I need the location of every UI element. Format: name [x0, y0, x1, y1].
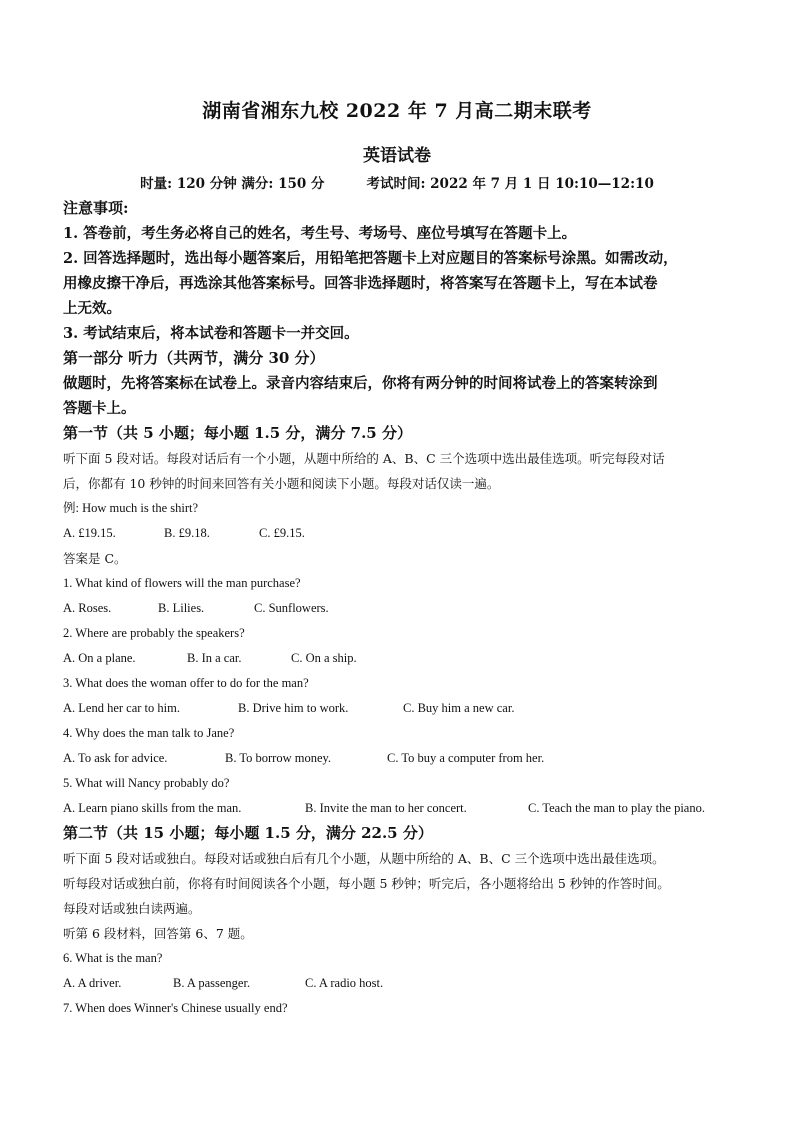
- question-2: 2. Where are probably the speakers?: [63, 626, 245, 640]
- option-c: C. On a ship.: [291, 651, 357, 665]
- option-b: B. A passenger.: [173, 976, 251, 990]
- section2-instr-line-3: 每段对话或独白读两遍。: [63, 901, 201, 916]
- question-4: 4. Why does the man talk to Jane?: [63, 726, 235, 740]
- option-c: C. £9.15.: [259, 526, 305, 540]
- section2-instr-line-2: 听每段对话或独白前，你将有时间阅读各个小题，每小题 5 秒钟；听完后，各小题将给出 5 秒钟的作答时间。: [63, 876, 670, 891]
- option-c: C. Teach the man to play the piano.: [528, 801, 705, 815]
- question-1: 1. What kind of flowers will the man purchase?: [63, 576, 301, 590]
- question-2-options: [63, 646, 743, 671]
- example-options: [63, 521, 743, 546]
- exam-body: [63, 196, 743, 1021]
- option-c: C. Sunflowers.: [254, 601, 329, 615]
- note-item-2-line-2: 用橡皮擦干净后，再选涂其他答案标号。回答非选择题时，将答案写在答题卡上，写在本试卷: [63, 275, 658, 292]
- section1-heading: 第一节（共 5 小题；每小题 1.5 分，满分 7.5 分）: [63, 424, 412, 442]
- part1-intro-line-2: 答题卡上。: [63, 400, 136, 417]
- option-a: A. £19.15.: [63, 526, 116, 540]
- example-question: 例: How much is the shirt?: [63, 501, 199, 515]
- exam-time: 考试时间: 2022 年 7 月 1 日 10:10—12:10: [366, 176, 654, 192]
- option-b: B. To borrow money.: [225, 751, 332, 765]
- question-5-options: [63, 796, 743, 821]
- option-c: C. A radio host.: [305, 976, 384, 990]
- option-c: C. To buy a computer from her.: [387, 751, 545, 765]
- option-a: A. A driver.: [63, 976, 122, 990]
- question-6-options: [63, 971, 743, 996]
- notes-heading: 注意事项:: [63, 199, 129, 217]
- exam-subtitle: 英语试卷: [363, 146, 431, 166]
- option-b: B. Drive him to work.: [238, 701, 349, 715]
- option-b: B. £9.18.: [164, 526, 210, 540]
- question-7: 7. When does Winner's Chinese usually end?: [63, 1001, 288, 1015]
- note-item-3: 3. 考试结束后，将本试卷和答题卡一并交回。: [63, 325, 359, 342]
- option-c: C. Buy him a new car.: [403, 701, 515, 715]
- question-3: 3. What does the woman offer to do for the man?: [63, 676, 309, 690]
- option-a: A. To ask for advice.: [63, 751, 168, 765]
- option-a: A. Learn piano skills from the man.: [63, 801, 242, 815]
- time-limit: 时量: 120 分钟 满分: 150 分: [140, 176, 325, 192]
- question-1-options: [63, 596, 743, 621]
- question-4-options: [63, 746, 743, 771]
- note-item-2-line-3: 上无效。: [63, 300, 121, 317]
- example-answer: 答案是 C。: [63, 551, 127, 566]
- option-b: B. Invite the man to her concert.: [305, 801, 467, 815]
- part1-intro-line-1: 做题时，先将答案标在试卷上。录音内容结束后，你将有两分钟的时间将试卷上的答案转涂到: [63, 375, 658, 392]
- option-a: A. On a plane.: [63, 651, 136, 665]
- exam-meta: [0, 172, 794, 192]
- note-item-1: 1. 答卷前，考生务必将自己的姓名，考生号、考场号、座位号填写在答题卡上。: [63, 225, 577, 242]
- option-a: A. Roses.: [63, 601, 112, 615]
- note-item-2-line-1: 2. 回答选择题时，选出每小题答案后，用铅笔把答题卡上对应题目的答案标号涂黑。如需改动，: [63, 250, 678, 267]
- question-5: 5. What will Nancy probably do?: [63, 776, 230, 790]
- option-a: A. Lend her car to him.: [63, 701, 180, 715]
- section2-heading: 第二节（共 15 小题；每小题 1.5 分，满分 22.5 分）: [63, 824, 433, 842]
- question-6: 6. What is the man?: [63, 951, 163, 965]
- question-3-options: [63, 696, 743, 721]
- exam-title: 湖南省湘东九校 2022 年 7 月高二期末联考: [202, 100, 592, 122]
- option-b: B. In a car.: [187, 651, 242, 665]
- section1-instr-line-2: 后，你都有 10 秒钟的时间来回答有关小题和阅读下小题。每段对话仅读一遍。: [63, 476, 500, 491]
- section1-instr-line-1: 听下面 5 段对话。每段对话后有一个小题，从题中所给的 A、B、C 三个选项中选出最佳选项。听完每段对话: [63, 451, 665, 466]
- option-b: B. Lilies.: [158, 601, 205, 615]
- material-6-heading: 听第 6 段材料，回答第 6、7 题。: [63, 926, 253, 941]
- part1-heading: 第一部分 听力（共两节，满分 30 分）: [63, 349, 325, 367]
- section2-instr-line-1: 听下面 5 段对话或独白。每段对话或独白后有几个小题，从题中所给的 A、B、C 三个选项中选出最佳选项。: [63, 851, 665, 866]
